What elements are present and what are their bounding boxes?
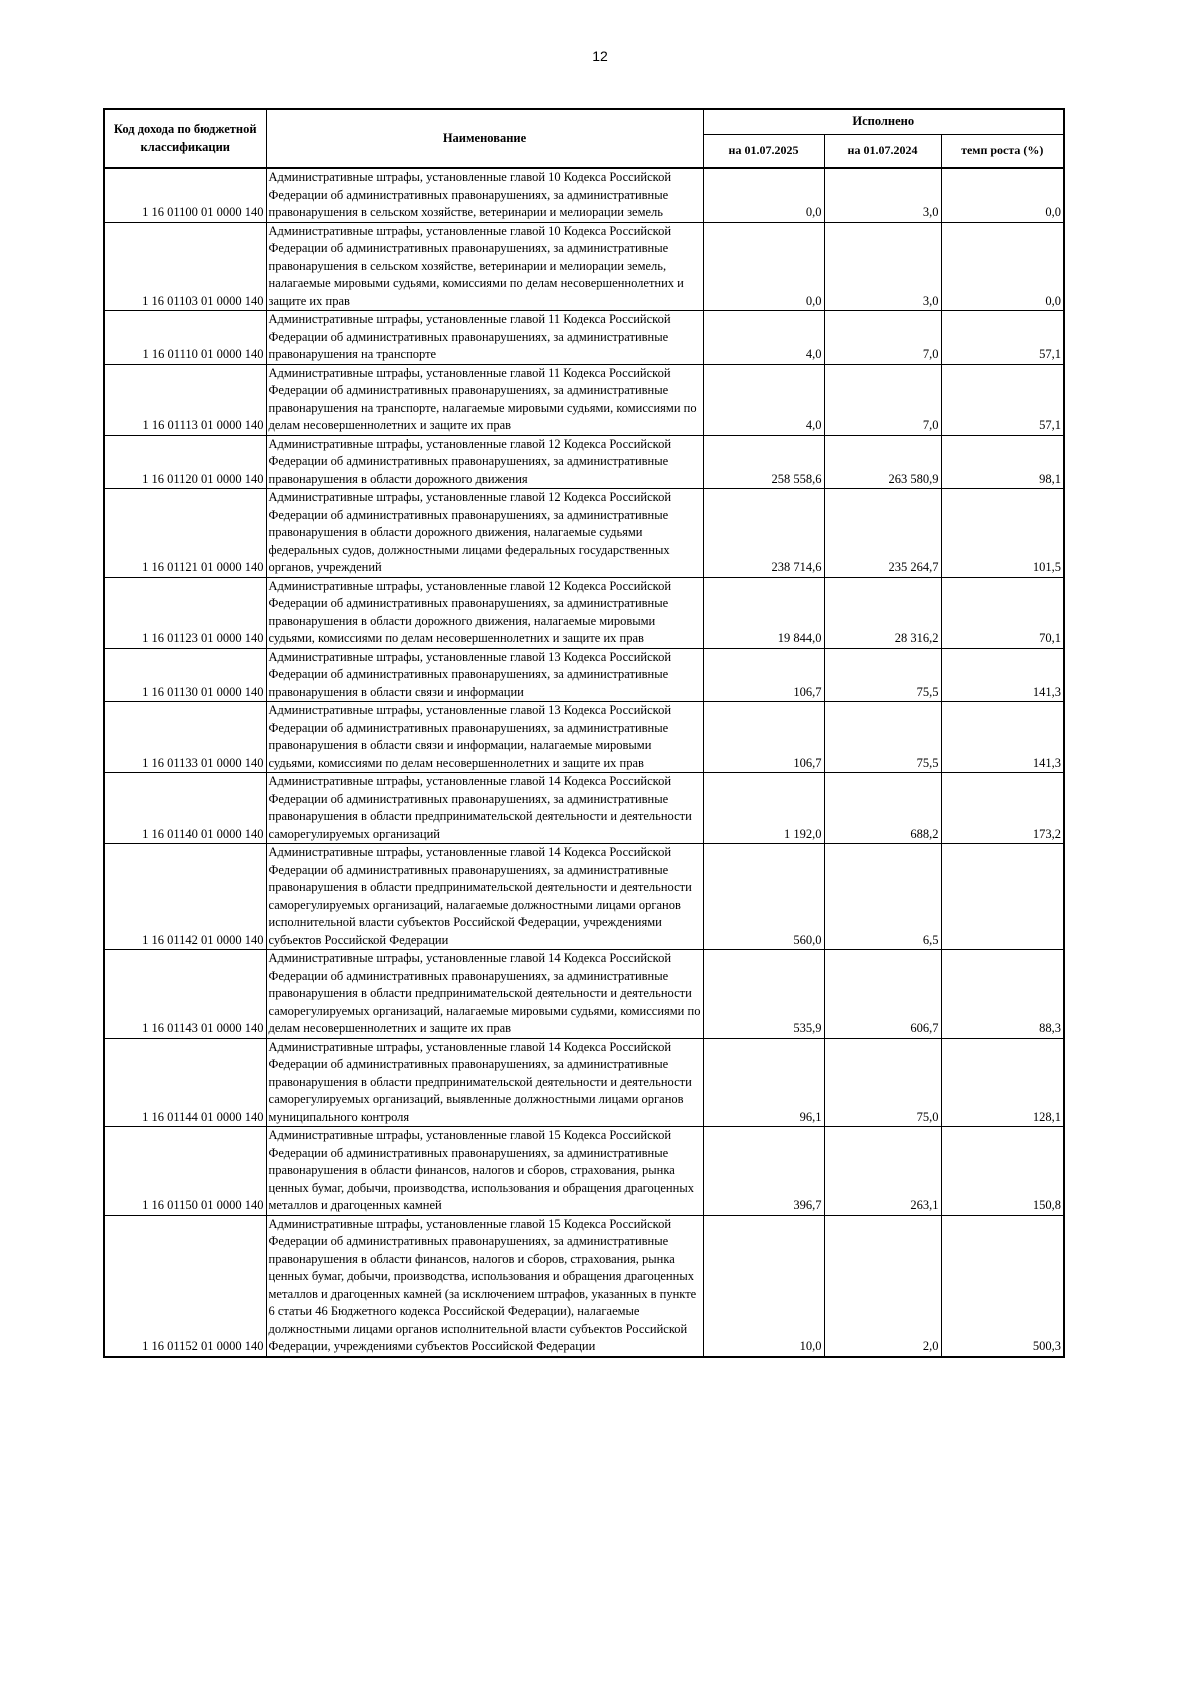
row-code: 1 16 01144 01 0000 140	[104, 1038, 266, 1127]
row-code: 1 16 01133 01 0000 140	[104, 702, 266, 773]
row-growth: 70,1	[941, 577, 1064, 648]
table-row	[104, 844, 1064, 950]
table-row	[104, 1215, 1064, 1357]
row-code: 1 16 01143 01 0000 140	[104, 950, 266, 1039]
row-value-2024: 6,5	[824, 844, 941, 950]
row-value-2025: 1 192,0	[703, 773, 824, 844]
row-growth: 128,1	[941, 1038, 1064, 1127]
row-name: Административные штрафы, установленные главой 11 Кодекса Российской Федерации об административных правонарушениях, за административные правонарушения на транспорте	[266, 311, 703, 365]
row-name: Административные штрафы, установленные главой 12 Кодекса Российской Федерации об административных правонарушениях, за административные правонарушения в области дорожного движения, налагаемые мировыми судьями, комиссиями по делам несовершеннолетних и защите их прав	[266, 577, 703, 648]
table-row	[104, 168, 1064, 222]
row-value-2024: 75,5	[824, 648, 941, 702]
row-value-2025: 106,7	[703, 648, 824, 702]
row-value-2025: 4,0	[703, 311, 824, 365]
row-code: 1 16 01103 01 0000 140	[104, 222, 266, 311]
row-value-2025: 258 558,6	[703, 435, 824, 489]
table-row	[104, 1127, 1064, 1216]
header-executed: Исполнено	[703, 109, 1064, 135]
row-value-2025: 106,7	[703, 702, 824, 773]
row-code: 1 16 01100 01 0000 140	[104, 168, 266, 222]
row-value-2025: 0,0	[703, 168, 824, 222]
row-code: 1 16 01120 01 0000 140	[104, 435, 266, 489]
row-name: Административные штрафы, установленные главой 15 Кодекса Российской Федерации об административных правонарушениях, за административные правонарушения в области финансов, налогов и сборов, страхования, рынка ценных бумаг, добычи, производства, использования и обращения драгоценных металлов и драгоценных камней	[266, 1127, 703, 1216]
table-row	[104, 364, 1064, 435]
row-value-2025: 10,0	[703, 1215, 824, 1357]
row-name: Административные штрафы, установленные главой 13 Кодекса Российской Федерации об административных правонарушениях, за административные правонарушения в области связи и информации, налагаемые мировыми судьями, комиссиями по делам несовершеннолетних и защите их прав	[266, 702, 703, 773]
row-growth: 88,3	[941, 950, 1064, 1039]
row-code: 1 16 01140 01 0000 140	[104, 773, 266, 844]
row-value-2025: 96,1	[703, 1038, 824, 1127]
table-row	[104, 648, 1064, 702]
header-2025: на 01.07.2025	[703, 135, 824, 169]
table-row	[104, 489, 1064, 578]
table-body	[104, 168, 1064, 1357]
table-row	[104, 577, 1064, 648]
row-name: Административные штрафы, установленные главой 12 Кодекса Российской Федерации об административных правонарушениях, за административные правонарушения в области дорожного движения, налагаемые судьями федеральных судов, должностными лицами федеральных государственных органов, учреждений	[266, 489, 703, 578]
row-growth: 173,2	[941, 773, 1064, 844]
row-code: 1 16 01113 01 0000 140	[104, 364, 266, 435]
row-value-2025: 0,0	[703, 222, 824, 311]
row-value-2024: 606,7	[824, 950, 941, 1039]
row-name: Административные штрафы, установленные главой 10 Кодекса Российской Федерации об административных правонарушениях, за административные правонарушения в сельском хозяйстве, ветеринарии и мелиорации земель, налагаемые мировыми судьями, комиссиями по делам несовершеннолетних и защите их прав	[266, 222, 703, 311]
row-growth: 500,3	[941, 1215, 1064, 1357]
table-row	[104, 950, 1064, 1039]
row-name: Административные штрафы, установленные главой 14 Кодекса Российской Федерации об административных правонарушениях, за административные правонарушения в области предпринимательской деятельности и деятельности саморегулируемых организаций, налагаемые мировыми судьями, комиссиями по делам несовершеннолетних и защите их прав	[266, 950, 703, 1039]
row-growth: 0,0	[941, 168, 1064, 222]
row-growth: 150,8	[941, 1127, 1064, 1216]
row-value-2024: 7,0	[824, 311, 941, 365]
row-growth: 0,0	[941, 222, 1064, 311]
row-growth: 141,3	[941, 702, 1064, 773]
row-value-2024: 75,0	[824, 1038, 941, 1127]
row-value-2025: 238 714,6	[703, 489, 824, 578]
row-name: Административные штрафы, установленные главой 14 Кодекса Российской Федерации об административных правонарушениях, за административные правонарушения в области предпринимательской деятельности и деятельности саморегулируемых организаций	[266, 773, 703, 844]
row-value-2024: 3,0	[824, 222, 941, 311]
row-code: 1 16 01130 01 0000 140	[104, 648, 266, 702]
row-value-2024: 7,0	[824, 364, 941, 435]
page-number: 12	[592, 48, 608, 64]
row-value-2024: 688,2	[824, 773, 941, 844]
row-growth: 57,1	[941, 311, 1064, 365]
row-name: Административные штрафы, установленные главой 10 Кодекса Российской Федерации об административных правонарушениях, за административные правонарушения в сельском хозяйстве, ветеринарии и мелиорации земель	[266, 168, 703, 222]
header-growth: темп роста (%)	[941, 135, 1064, 169]
row-growth	[941, 844, 1064, 950]
row-value-2025: 4,0	[703, 364, 824, 435]
row-name: Административные штрафы, установленные главой 12 Кодекса Российской Федерации об административных правонарушениях, за административные правонарушения в области дорожного движения	[266, 435, 703, 489]
row-value-2024: 75,5	[824, 702, 941, 773]
row-value-2024: 3,0	[824, 168, 941, 222]
row-value-2024: 263,1	[824, 1127, 941, 1216]
row-value-2024: 28 316,2	[824, 577, 941, 648]
row-value-2025: 19 844,0	[703, 577, 824, 648]
header-2024: на 01.07.2024	[824, 135, 941, 169]
row-value-2024: 263 580,9	[824, 435, 941, 489]
row-name: Административные штрафы, установленные главой 13 Кодекса Российской Федерации об административных правонарушениях, за административные правонарушения в области связи и информации	[266, 648, 703, 702]
row-code: 1 16 01110 01 0000 140	[104, 311, 266, 365]
row-code: 1 16 01152 01 0000 140	[104, 1215, 266, 1357]
row-growth: 57,1	[941, 364, 1064, 435]
row-name: Административные штрафы, установленные главой 14 Кодекса Российской Федерации об административных правонарушениях, за административные правонарушения в области предпринимательской деятельности и деятельности саморегулируемых организаций, выявленные должностными лицами органов муниципального контроля	[266, 1038, 703, 1127]
row-name: Административные штрафы, установленные главой 15 Кодекса Российской Федерации об административных правонарушениях, за административные правонарушения в области финансов, налогов и сборов, страхования, рынка ценных бумаг, добычи, производства, использования и обращения драгоценных металлов и драгоценных камней (за исключением штрафов, указанных в пункте 6 статьи 46 Бюджетного кодекса Российской Федерации), налагаемые должностными лицами органов исполнительной власти субъектов Российской Федерации, учреждениями субъектов Российской Федерации	[266, 1215, 703, 1357]
row-value-2025: 535,9	[703, 950, 824, 1039]
row-growth: 101,5	[941, 489, 1064, 578]
row-code: 1 16 01150 01 0000 140	[104, 1127, 266, 1216]
row-value-2024: 2,0	[824, 1215, 941, 1357]
table-row	[104, 222, 1064, 311]
row-value-2025: 560,0	[703, 844, 824, 950]
table-row	[104, 435, 1064, 489]
row-growth: 98,1	[941, 435, 1064, 489]
header-code: Код дохода по бюджетной классификации	[104, 109, 266, 168]
table-header	[104, 109, 1064, 168]
header-name: Наименование	[266, 109, 703, 168]
row-value-2024: 235 264,7	[824, 489, 941, 578]
row-code: 1 16 01142 01 0000 140	[104, 844, 266, 950]
row-name: Административные штрафы, установленные главой 14 Кодекса Российской Федерации об административных правонарушениях, за административные правонарушения в области предпринимательской деятельности и деятельности саморегулируемых организаций, налагаемые должностными лицами органов исполнительной власти субъектов Российской Федерации, учреждениями субъектов Российской Федерации	[266, 844, 703, 950]
table-row	[104, 702, 1064, 773]
row-name: Административные штрафы, установленные главой 11 Кодекса Российской Федерации об административных правонарушениях, за административные правонарушения на транспорте, налагаемые мировыми судьями, комиссиями по делам несовершеннолетних и защите их прав	[266, 364, 703, 435]
row-growth: 141,3	[941, 648, 1064, 702]
row-value-2025: 396,7	[703, 1127, 824, 1216]
row-code: 1 16 01123 01 0000 140	[104, 577, 266, 648]
table-row	[104, 773, 1064, 844]
revenue-table	[103, 108, 1065, 1358]
row-code: 1 16 01121 01 0000 140	[104, 489, 266, 578]
table-row	[104, 1038, 1064, 1127]
table-row	[104, 311, 1064, 365]
